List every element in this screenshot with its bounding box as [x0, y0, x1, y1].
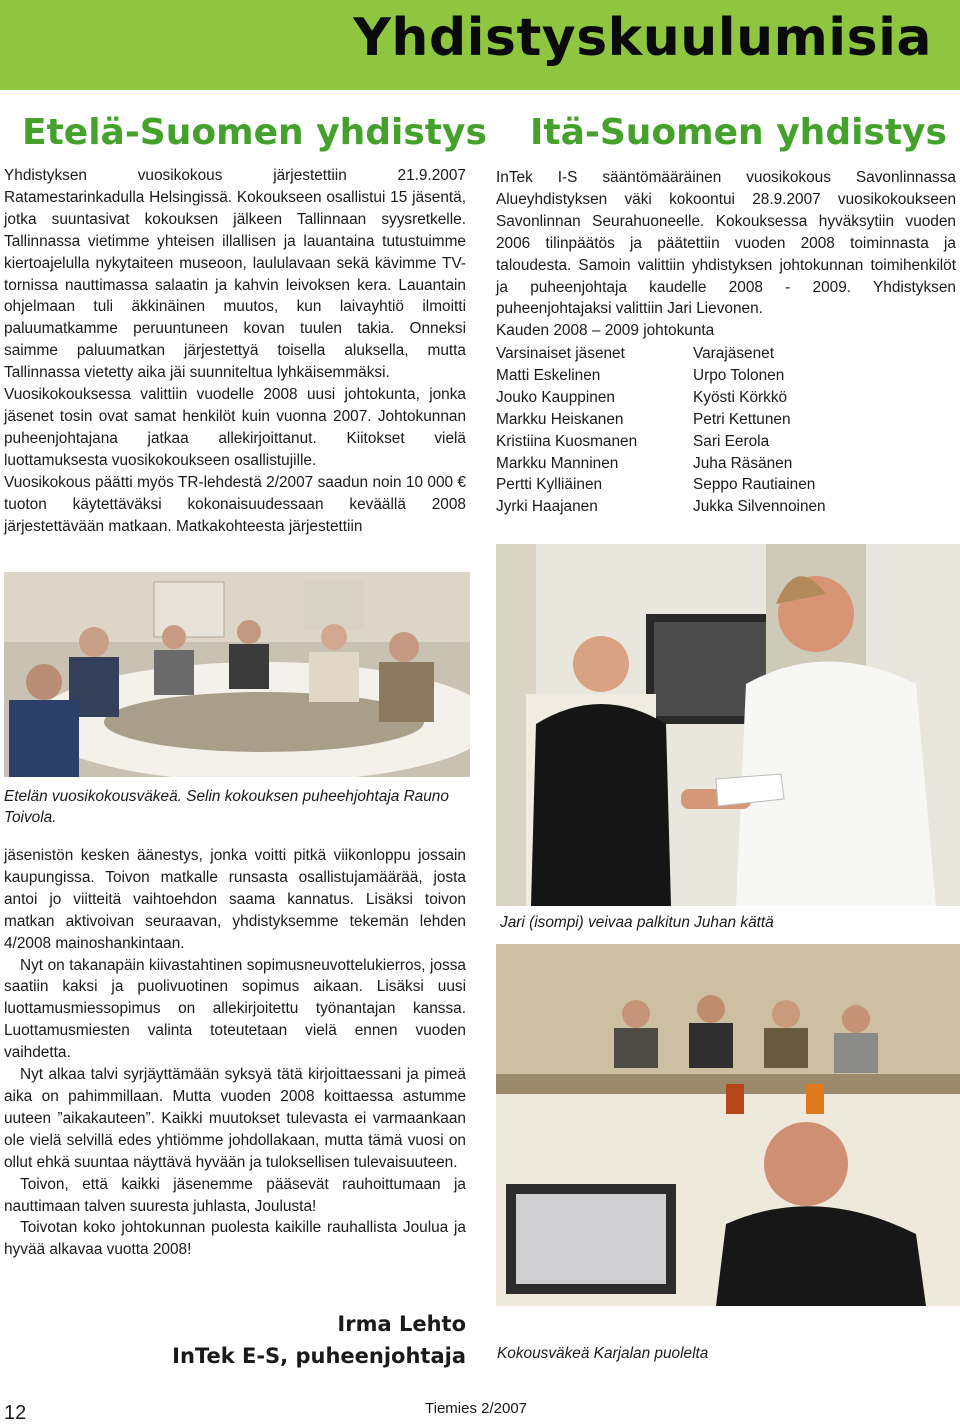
left-section-title: Etelä-Suomen yhdistys: [22, 112, 487, 153]
photo-caption-east: Kokousväkeä Karjalan puolelta: [497, 1345, 709, 1362]
board-heading: Kauden 2008 – 2009 johtokunta: [496, 322, 715, 340]
board-cell: Markku Heiskanen: [496, 410, 624, 428]
board-cell: Matti Eskelinen: [496, 366, 601, 384]
photo-caption-south: Etelän vuosikokousväkeä. Selin kokouksen puheehjohtaja Rauno Toivola.: [4, 788, 449, 826]
page-title: Yhdistyskuulumisia: [353, 8, 932, 68]
board-cell: Juha Räsänen: [693, 454, 793, 472]
paragraph: Vuosikokouksessa valittiin vuodelle 2008 uusi johtokunta, jonka jäsenet tosin ovat samat henkilöt kuin vuonna 2007. Johtokunnan puheenjohtajana jatkaa allekirjoittanut. Kiitokset vielä luottamuksesta vuosikokoukseen osallistujille.: [4, 386, 466, 469]
board-cell: Jyrki Haajanen: [496, 498, 598, 516]
board-list: [496, 343, 916, 518]
board-cell: Markku Manninen: [496, 454, 619, 472]
photo-caption-handshake: Jari (isompi) veivaa palkitun Juhan kättä: [500, 914, 774, 931]
board-row: [496, 343, 916, 365]
left-article-bottom: [4, 845, 466, 1261]
board-cell: Varajäsenet: [693, 345, 774, 362]
board-cell: Jouko Kauppinen: [496, 388, 615, 406]
board-row: [496, 496, 916, 518]
left-article-top: [4, 165, 466, 537]
board-row: [496, 409, 916, 431]
board-row: [496, 453, 916, 475]
paragraph: Toivon, että kaikki jäsenemme pääsevät rauhoittumaan ja nauttimaan talven suuresta juhlasta, Joulusta!: [4, 1175, 466, 1215]
board-cell: Varsinaiset jäsenet: [496, 345, 625, 362]
signature-role: InTek E-S, puheenjohtaja: [172, 1344, 466, 1368]
board-cell: Kristiina Kuosmanen: [496, 432, 638, 450]
header-banner: [0, 0, 960, 90]
board-row: [496, 387, 916, 409]
right-article: [496, 167, 956, 342]
board-row: [496, 431, 916, 453]
paragraph: InTek I-S sääntömääräinen vuosikokous Savonlinnassa Alueyhdistyksen väki kokoontui 28.9.2007 vuosikokoukseen Savonlinnan Seurahuoneelle. Kokouksessa hyväksytiin vuoden 2006 tilinpäätös ja päätettiin vuoden 2008 toiminnasta ja taloudesta. Samoin valittiin yhdistyksen johtokunnan toimihenkilöt ja puheenjohtaja kaudelle 2008 - 2009. Yhdistyksen puheenjohtajaksi valittiin Jari Lievonen.: [496, 169, 956, 318]
page-number: 12: [4, 1402, 27, 1424]
board-row: [496, 474, 916, 496]
board-cell: Petri Kettunen: [693, 410, 791, 428]
board-row: [496, 365, 916, 387]
right-section-title: Itä-Suomen yhdistys: [530, 112, 947, 153]
board-cell: Urpo Tolonen: [693, 366, 785, 384]
paragraph: Vuosikokous päätti myös TR-lehdestä 2/2007 saadun noin 10 000 € tuoton käytettäväksi kokonaisuudessaan keväällä 2008 järjestettävään matkaan. Matkakohteesta järjestettiin: [4, 473, 466, 535]
paragraph: Yhdistyksen vuosikokous järjestettiin 21.9.2007 Ratamestarinkadulla Helsingissä. Kokoukseen osallistui 15 jäsentä, jotka suuntasivat kokouksen jälkeen Tallinnaan syysretkelle. Tallinnassa vietimme yhteisen illallisen ja lauantaina tutustuimme kiertoajelulla nykytaiteen museoon, laululavaan sekä kävimme TV-tornissa nauttimassa salaatin ja kahvin leivoksen kera. Lauantain ohjelmaan tuli äkkinäinen muutos, kun laivayhtiö ilmoitti paluumatkamme peruuntuneen kovan tuulen takia. Onneksi saimme paluumatkan järjestettyä toisella aluksella, mutta Tallinnassa vietetty aika jäi suunniteltua lyhkäisemmäksi.: [4, 167, 466, 382]
meeting-photo-south: [4, 572, 470, 777]
paragraph: Nyt alkaa talvi syrjäyttämään syksyä tätä kirjoittaessani ja pimeä aika on pahimmillaan. Mutta vuoden 2008 koittaessa astumme uuteen ”aikakauteen”. Kaikki muutokset tulevasta ei varmaankaan ole vielä selvillä edes yhtiömme johdollakaan, mutta tämä vuosi on ollut ehkä suuntaa näyttävä hyvään ja tuloksellisen tulevaisuuteen.: [4, 1066, 466, 1171]
paragraph: Toivotan koko johtokunnan puolesta kaikille rauhallista Joulua ja hyvää alkavaa vuotta 2008!: [4, 1219, 466, 1259]
handshake-photo: [496, 544, 960, 906]
board-cell: Sari Eerola: [693, 432, 770, 450]
paragraph: Nyt on takanapäin kiivastahtinen sopimusneuvottelukierros, jossa saatiin kaksi ja puolivuotinen sopimus aikaan. Lisäksi uusi luottamusmiessopimus on allekirjoitettu työnantajan kanssa. Luottamusmiesten valinta toteutetaan vielä ennen vuoden vaihdetta.: [4, 956, 466, 1062]
board-cell: Seppo Rautiainen: [693, 476, 816, 494]
meeting-photo-east: [496, 944, 960, 1306]
board-cell: Jukka Silvennoinen: [693, 498, 826, 516]
issue-label: Tiemies 2/2007: [425, 1400, 527, 1417]
paragraph: jäsenistön kesken äänestys, jonka voitti pitkä viikonloppu jossain kaupungissa. Toivon matkalle runsasta osallistujamäärää, josta antoi jo viitteitä vaihtoehdon saama kannatus. Lisäksi toivon matkan aktivoivan seuraavan, yhdistyksemme tekemän lehden 4/2008 mainoshankintaan.: [4, 847, 466, 952]
board-cell: Kyösti Körkkö: [693, 388, 788, 406]
signature-name: Irma Lehto: [337, 1312, 466, 1336]
board-cell: Pertti Kylliäinen: [496, 476, 603, 494]
